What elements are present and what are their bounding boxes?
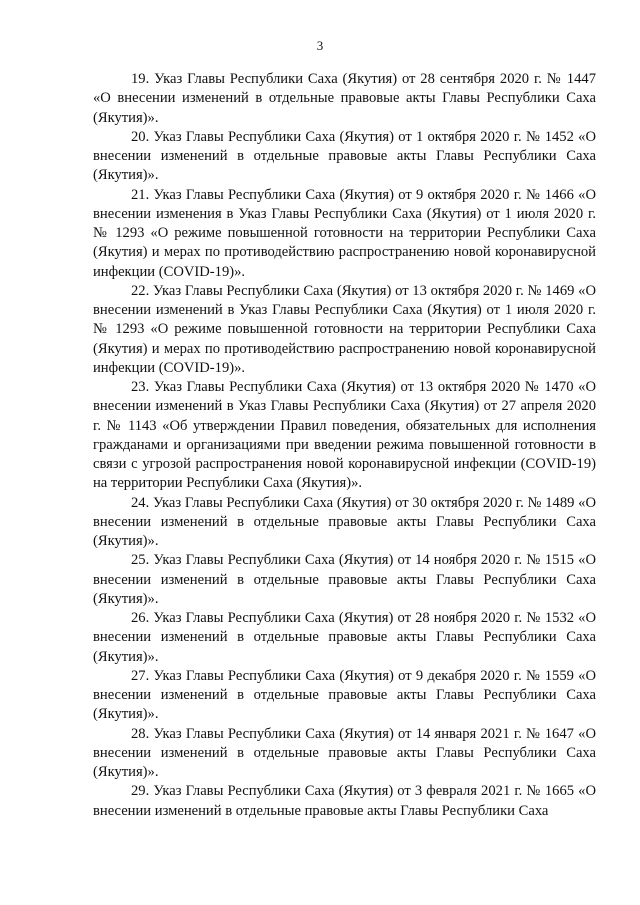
- list-item: 21. Указ Главы Республики Саха (Якутия) от 9 октября 2020 г. № 1466 «О внесении изменения в Указ Главы Республики Саха (Якутия) от 1 июля 2020 г. № 1293 «О режиме повышенной готовности на территории Республики Саха (Якутия) и мерах по противодействию распространению новой коронавирусной инфекции (COVID-19)».: [93, 186, 596, 280]
- list-item: 27. Указ Главы Республики Саха (Якутия) от 9 декабря 2020 г. № 1559 «О внесении изменений в отдельные правовые акты Главы Республики Саха (Якутия)».: [93, 667, 596, 723]
- page-number: 3: [316, 38, 324, 53]
- list-item: 19. Указ Главы Республики Саха (Якутия) от 28 сентября 2020 г. № 1447 «О внесении изменений в отдельные правовые акты Главы Республики Саха (Якутия)».: [93, 71, 596, 126]
- list-item: 24. Указ Главы Республики Саха (Якутия) от 30 октября 2020 г. № 1489 «О внесении изменений в отдельные правовые акты Главы Республики Саха (Якутия)».: [93, 494, 596, 549]
- list-item: 29. Указ Главы Республики Саха (Якутия) от 3 февраля 2021 г. № 1665 «О внесении изменений в отдельные правовые акты Главы Республики Саха: [93, 783, 596, 819]
- list-item: 28. Указ Главы Республики Саха (Якутия) от 14 января 2021 г. № 1647 «О внесении изменений в отдельные правовые акты Главы Республики Саха (Якутия)».: [93, 725, 596, 780]
- list-item: 22. Указ Главы Республики Саха (Якутия) от 13 октября 2020 г. № 1469 «О внесении изменений в Указ Главы Республики Саха (Якутия) от 1 июля 2020 г. № 1293 «О режиме повышенной готовности на территории Республики Саха (Якутия) и мерах по противодействию распространению новой коронавирусной инфекции (COVID-19)».: [93, 282, 596, 376]
- list-item: 26. Указ Главы Республики Саха (Якутия) от 28 ноября 2020 г. № 1532 «О внесении изменений в отдельные правовые акты Главы Республики Саха (Якутия)».: [93, 610, 596, 665]
- list-item: 25. Указ Главы Республики Саха (Якутия) от 14 ноября 2020 г. № 1515 «О внесении изменений в отдельные правовые акты Главы Республики Саха (Якутия)».: [93, 552, 596, 607]
- list-item: 23. Указ Главы Республики Саха (Якутия) от 13 октября 2020 № 1470 «О внесении изменений в Указ Главы Республики Саха (Якутия) от 27 апреля 2020 г. № 1143 «Об утверждении Правил поведения, обязательных для исполнения гражданами и организациями при введении режима повышенной готовности в связи с угрозой распространения новой коронавирусной инфекции (COVID-19) на территории Республики Саха (Якутия)».: [93, 379, 596, 492]
- document-body: [93, 70, 596, 821]
- list-item: 20. Указ Главы Республики Саха (Якутия) от 1 октября 2020 г. № 1452 «О внесении изменений в отдельные правовые акты Главы Республики Саха (Якутия)».: [93, 128, 596, 184]
